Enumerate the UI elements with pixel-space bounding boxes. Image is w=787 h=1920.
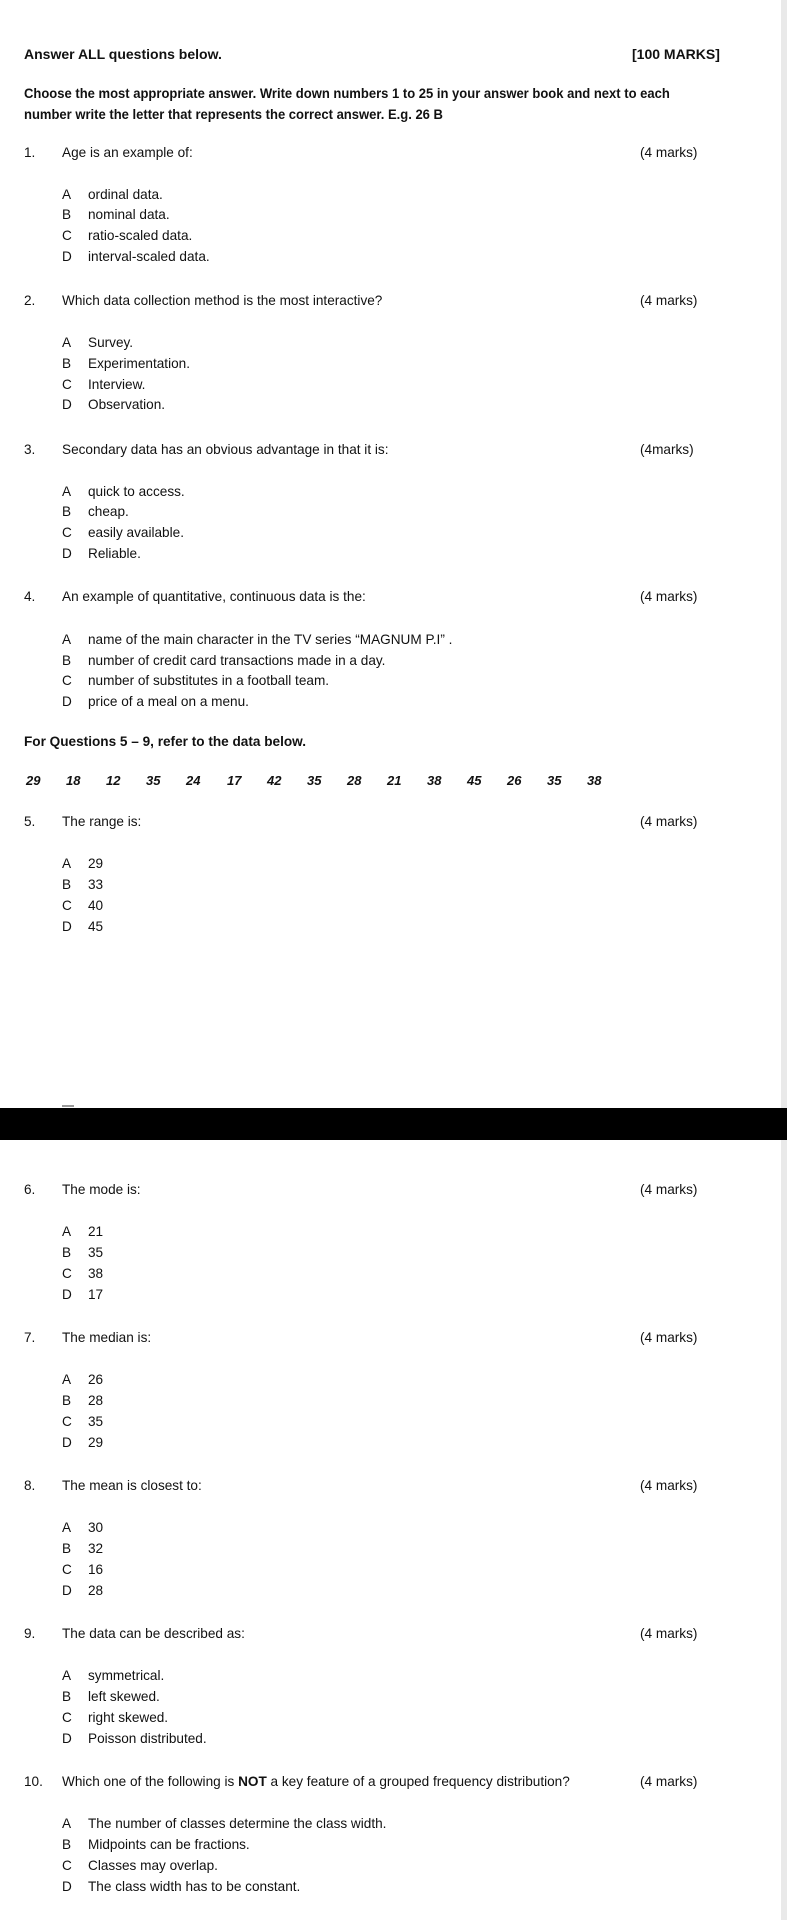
option-letter: A bbox=[62, 1816, 72, 1831]
option-text: 28 bbox=[88, 1393, 104, 1408]
data-value: 17 bbox=[227, 773, 242, 788]
question-marks: (4 marks) bbox=[640, 1478, 698, 1493]
question-number: 10. bbox=[24, 1774, 43, 1789]
data-value: 12 bbox=[106, 773, 121, 788]
data-value: 26 bbox=[507, 773, 522, 788]
question-text: The mode is: bbox=[62, 1182, 141, 1197]
option-letter: A bbox=[62, 856, 72, 871]
question-marks: (4 marks) bbox=[640, 1182, 698, 1197]
option-text: quick to access. bbox=[88, 484, 185, 499]
option-letter: C bbox=[62, 1710, 72, 1725]
option-text: right skewed. bbox=[88, 1710, 169, 1725]
option-text: ordinal data. bbox=[88, 187, 163, 202]
question-marks: (4 marks) bbox=[640, 145, 698, 160]
question-marks: (4 marks) bbox=[640, 293, 698, 308]
option-letter: A bbox=[62, 632, 72, 647]
option-text: left skewed. bbox=[88, 1689, 160, 1704]
question-text: Age is an example of: bbox=[62, 145, 193, 160]
option-text: nominal data. bbox=[88, 207, 170, 222]
data-value: 28 bbox=[347, 773, 362, 788]
option-text: 35 bbox=[88, 1245, 104, 1260]
question-number: 5. bbox=[24, 814, 36, 829]
option-letter: C bbox=[62, 898, 72, 913]
question-text: Secondary data has an obvious advantage in that it is: bbox=[62, 442, 389, 457]
option-letter: B bbox=[62, 207, 72, 222]
question-marks: (4marks) bbox=[640, 442, 694, 457]
page-break-mark bbox=[62, 1105, 74, 1107]
question-number: 1. bbox=[24, 145, 36, 160]
question-text: The mean is closest to: bbox=[62, 1478, 202, 1493]
option-text: 38 bbox=[88, 1266, 104, 1281]
option-text: interval-scaled data. bbox=[88, 249, 210, 264]
option-text: 21 bbox=[88, 1224, 104, 1239]
option-letter: C bbox=[62, 1266, 72, 1281]
option-text: name of the main character in the TV series “MAGNUM P.I” . bbox=[88, 632, 453, 647]
question-text-before: Which one of the following is bbox=[62, 1774, 239, 1789]
question-text bbox=[62, 1774, 570, 1789]
question-text: Which data collection method is the most interactive? bbox=[62, 293, 383, 308]
data-values-row bbox=[0, 773, 781, 793]
question-text: The range is: bbox=[62, 814, 142, 829]
option-letter: D bbox=[62, 397, 72, 412]
header-marks: [100 MARKS] bbox=[632, 46, 720, 62]
option-letter: B bbox=[62, 877, 72, 892]
option-letter: D bbox=[62, 1583, 72, 1598]
question-marks: (4 marks) bbox=[640, 1330, 698, 1345]
option-text: Experimentation. bbox=[88, 356, 191, 371]
data-value: 24 bbox=[186, 773, 201, 788]
option-text: The class width has to be constant. bbox=[88, 1879, 301, 1894]
option-text: Poisson distributed. bbox=[88, 1731, 207, 1746]
option-text: 28 bbox=[88, 1583, 104, 1598]
question-marks: (4 marks) bbox=[640, 1774, 698, 1789]
question-number: 9. bbox=[24, 1626, 36, 1641]
option-letter: C bbox=[62, 1858, 72, 1873]
option-letter: B bbox=[62, 1541, 72, 1556]
option-letter: D bbox=[62, 1435, 72, 1450]
option-letter: A bbox=[62, 1372, 72, 1387]
option-text: cheap. bbox=[88, 504, 129, 519]
option-text: 29 bbox=[88, 856, 104, 871]
option-letter: A bbox=[62, 335, 72, 350]
data-value: 42 bbox=[267, 773, 282, 788]
option-letter: C bbox=[62, 673, 72, 688]
page-sheet-2 bbox=[0, 1140, 781, 1920]
option-letter: B bbox=[62, 653, 72, 668]
option-text: easily available. bbox=[88, 525, 184, 540]
option-letter: D bbox=[62, 1879, 72, 1894]
data-value: 35 bbox=[547, 773, 562, 788]
question-number: 8. bbox=[24, 1478, 36, 1493]
question-number: 3. bbox=[24, 442, 36, 457]
question-marks: (4 marks) bbox=[640, 814, 698, 829]
option-letter: B bbox=[62, 1245, 72, 1260]
option-text: 30 bbox=[88, 1520, 104, 1535]
option-text: 17 bbox=[88, 1287, 104, 1302]
question-text: The data can be described as: bbox=[62, 1626, 245, 1641]
option-letter: A bbox=[62, 1520, 72, 1535]
question-marks: (4 marks) bbox=[640, 589, 698, 604]
question-text: The median is: bbox=[62, 1330, 152, 1345]
option-text: Midpoints can be fractions. bbox=[88, 1837, 250, 1852]
data-value: 45 bbox=[467, 773, 482, 788]
data-heading: For Questions 5 – 9, refer to the data below. bbox=[24, 734, 307, 749]
option-text: number of credit card transactions made in a day. bbox=[88, 653, 386, 668]
data-value: 38 bbox=[587, 773, 602, 788]
option-text: 32 bbox=[88, 1541, 104, 1556]
option-letter: D bbox=[62, 694, 72, 709]
option-text: number of substitutes in a football team. bbox=[88, 673, 330, 688]
option-text: 26 bbox=[88, 1372, 104, 1387]
question-text-bold: NOT bbox=[238, 1774, 267, 1789]
page-edge bbox=[781, 0, 787, 1920]
option-letter: D bbox=[62, 919, 72, 934]
option-letter: C bbox=[62, 525, 72, 540]
option-letter: D bbox=[62, 249, 72, 264]
option-text: symmetrical. bbox=[88, 1668, 165, 1683]
option-letter: B bbox=[62, 1393, 72, 1408]
option-letter: C bbox=[62, 1414, 72, 1429]
option-letter: D bbox=[62, 546, 72, 561]
option-letter: C bbox=[62, 1562, 72, 1577]
option-text: Survey. bbox=[88, 335, 134, 350]
data-value: 29 bbox=[26, 773, 41, 788]
data-value: 35 bbox=[146, 773, 161, 788]
option-text: Interview. bbox=[88, 377, 146, 392]
option-text: ratio-scaled data. bbox=[88, 228, 193, 243]
question-text-after: a key feature of a grouped frequency distribution? bbox=[266, 1774, 570, 1789]
option-text: 45 bbox=[88, 919, 104, 934]
option-text: The number of classes determine the class width. bbox=[88, 1816, 387, 1831]
question-number: 4. bbox=[24, 589, 36, 604]
option-text: 33 bbox=[88, 877, 104, 892]
instructions: Choose the most appropriate answer. Write down numbers 1 to 25 in your answer book and next to each number write the letter that represents the correct answer. E.g. 26 B bbox=[24, 85, 670, 122]
question-number: 6. bbox=[24, 1182, 36, 1197]
option-text: 35 bbox=[88, 1414, 104, 1429]
question-number: 7. bbox=[24, 1330, 36, 1345]
data-value: 21 bbox=[387, 773, 402, 788]
option-letter: A bbox=[62, 1668, 72, 1683]
option-letter: C bbox=[62, 377, 72, 392]
question-number: 2. bbox=[24, 293, 36, 308]
option-letter: D bbox=[62, 1287, 72, 1302]
option-text: price of a meal on a menu. bbox=[88, 694, 249, 709]
option-text: 29 bbox=[88, 1435, 104, 1450]
header-title: Answer ALL questions below. bbox=[24, 46, 222, 62]
option-letter: A bbox=[62, 187, 72, 202]
option-letter: B bbox=[62, 1689, 72, 1704]
option-letter: B bbox=[62, 504, 72, 519]
option-text: 40 bbox=[88, 898, 104, 913]
option-text: Reliable. bbox=[88, 546, 141, 561]
option-letter: B bbox=[62, 356, 72, 371]
option-text: Classes may overlap. bbox=[88, 1858, 218, 1873]
option-text: 16 bbox=[88, 1562, 104, 1577]
option-letter: A bbox=[62, 1224, 72, 1239]
option-letter: C bbox=[62, 228, 72, 243]
option-letter: B bbox=[62, 1837, 72, 1852]
data-value: 38 bbox=[427, 773, 442, 788]
data-value: 35 bbox=[307, 773, 322, 788]
option-letter: D bbox=[62, 1731, 72, 1746]
data-value: 18 bbox=[66, 773, 81, 788]
question-marks: (4 marks) bbox=[640, 1626, 698, 1641]
option-text: Observation. bbox=[88, 397, 166, 412]
question-text: An example of quantitative, continuous data is the: bbox=[62, 589, 366, 604]
option-letter: A bbox=[62, 484, 72, 499]
page-break-bar bbox=[0, 1108, 787, 1140]
